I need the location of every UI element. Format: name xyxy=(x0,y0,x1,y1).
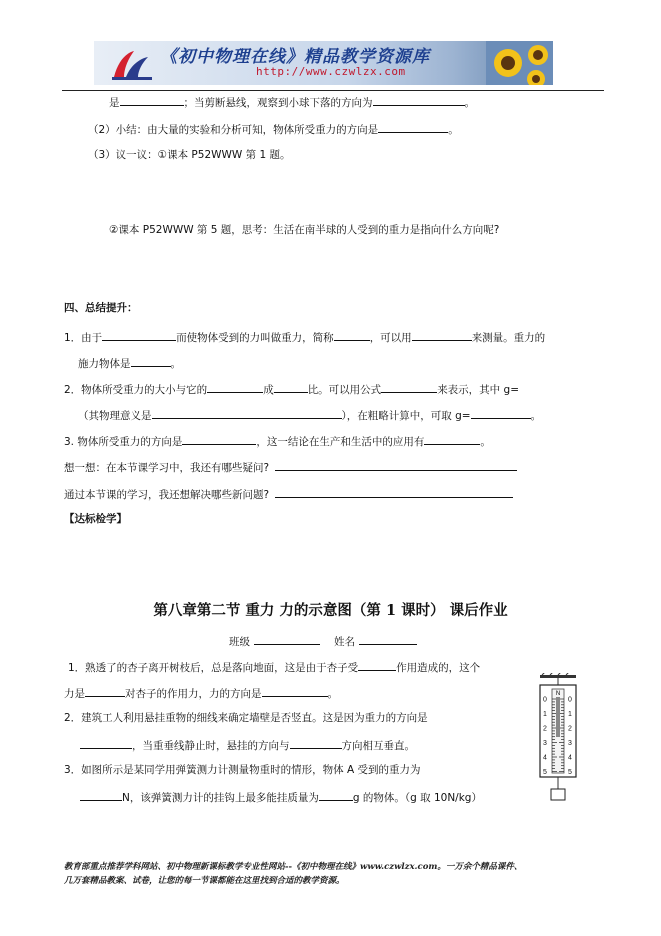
scale-label-right: 4 xyxy=(568,754,572,762)
reflection-line-2: 通过本节课的学习，我还想解决哪些新问题? xyxy=(64,486,513,502)
reflection-line-1: 想一想：在本节课学习中，我还有哪些疑问? xyxy=(64,459,517,475)
check-heading: 【达标检学】 xyxy=(64,513,127,525)
question-1-cont: 力是 对杏子的作用力，力的方向是 。 xyxy=(64,685,338,701)
question-3: 3．如图所示是某同学用弹簧测力计测量物重时的情形，物体 A 受到的重力为 xyxy=(64,764,421,776)
question-1: 1．熟透了的杏子离开树枝后，总是落向地面，这是由于杏子受 作用造成的，这个 xyxy=(68,659,480,675)
summary-line: （2）小结：由大量的实验和分析可知，物体所受重力的方向是 。 xyxy=(88,121,459,137)
sunflower-image xyxy=(486,41,553,85)
section-heading-summary: 四、总结提升： xyxy=(64,302,138,314)
scale-label-left: 3 xyxy=(543,740,547,747)
discussion-line-2: ②课本 P52WWW 第 5 题，思考：生活在南半球的人受到的重力是指向什么方向呢? xyxy=(109,224,500,236)
footer-line-1: 教育部重点推荐学科网站、初中物理新课标教学专业性网站--《初中物理在线》www.czwlzx.com。一万余个精品课件、 xyxy=(64,862,523,872)
scale-label-left: 2 xyxy=(543,725,547,733)
scale-label-right: 1 xyxy=(568,711,572,718)
homework-title: 第八章第二节 重力 力的示意图（第 1 课时） 课后作业 xyxy=(153,602,508,619)
discussion-line-1: （3）议一议：①课本 P52WWW 第 1 题。 xyxy=(88,149,291,161)
scale-label-left: 5 xyxy=(543,769,547,776)
header-rule xyxy=(62,90,604,91)
scale-label-right: 0 xyxy=(568,696,572,704)
summary-item-3: 3. 物体所受重力的方向是 ，这一结论在生产和生活中的应用有 。 xyxy=(64,433,491,449)
question-2: 2．建筑工人利用悬挂重物的细线来确定墙壁是否竖直。这是因为重力的方向是 xyxy=(64,712,428,724)
spring-scale-figure xyxy=(536,673,580,803)
banner-url: http://www.czwlzx.com xyxy=(256,65,406,78)
summary-item-1-cont: 施力物体是 。 xyxy=(78,355,181,371)
scale-label-right: 2 xyxy=(568,725,572,733)
question-3-cont: N，该弹簧测力计的挂钩上最多能挂质量为 g 的物体。（g 取 10N/kg） xyxy=(80,789,482,805)
banner-title: 《初中物理在线》精品教学资源库 xyxy=(160,47,430,67)
site-logo-icon xyxy=(108,47,156,83)
question-2-cont: ，当重垂线静止时，悬挂的方向与 方向相互垂直。 xyxy=(80,737,415,753)
class-name-line: 班级 姓名 xyxy=(229,633,417,649)
footer-line-2: 几万套精品教案、试卷，让您的每一节课都能在这里找到合适的教学资源。 xyxy=(64,876,345,886)
summary-item-2: 2．物体所受重力的大小与它的 成 比。可以用公式 来表示，其中 g= xyxy=(64,381,519,397)
scale-label-left: 0 xyxy=(543,696,547,704)
summary-item-2-cont: （其物理意义是 ），在粗略计算中，可取 g= 。 xyxy=(78,407,541,423)
scale-label-left: 4 xyxy=(543,754,547,762)
text-line-1: 是 ；当剪断悬线，观察到小球下落的方向为 。 xyxy=(109,94,475,110)
scale-label-left: 1 xyxy=(543,711,547,718)
scale-label-right: 5 xyxy=(568,769,572,776)
summary-item-1: 1．由于 而使物体受到的力叫做重力，简称 ，可以用 来测量。重力的 xyxy=(64,329,545,345)
scale-label-right: 3 xyxy=(568,740,572,747)
unit-label: N xyxy=(555,691,561,697)
